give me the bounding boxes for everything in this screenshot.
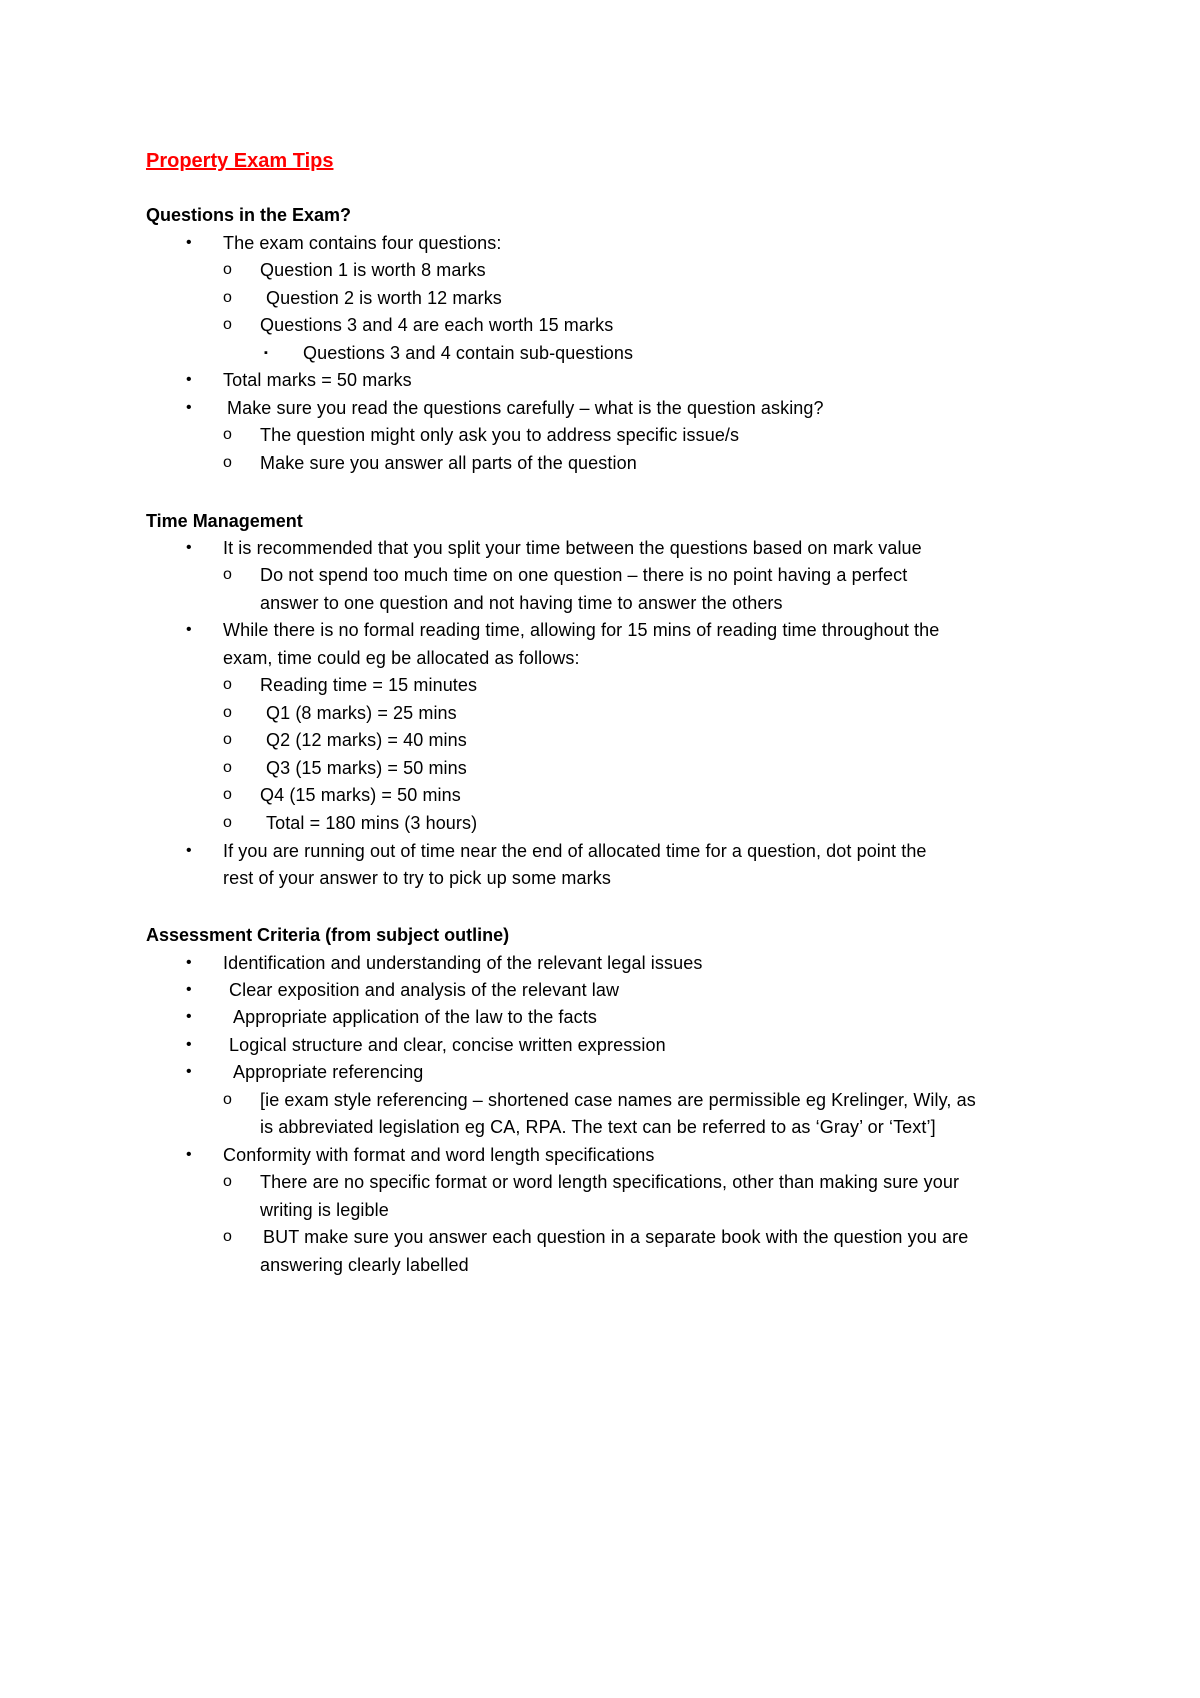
bullet-icon: • bbox=[186, 1008, 192, 1025]
list-item: It is recommended that you split your time between the questions based on mark value bbox=[223, 538, 922, 558]
list-item: Do not spend too much time on one question – there is no point having a perfect bbox=[260, 565, 908, 585]
list-item-continuation: answer to one question and not having time to answer the others bbox=[260, 593, 783, 613]
bullet-icon: • bbox=[186, 981, 192, 998]
bullet-icon: • bbox=[186, 1036, 192, 1053]
bullet-icon: • bbox=[186, 1063, 192, 1080]
bullet-icon: • bbox=[186, 234, 192, 251]
list-item: Questions 3 and 4 contain sub-questions bbox=[303, 343, 634, 363]
section-heading-assessment-criteria: Assessment Criteria (from subject outline) bbox=[146, 925, 510, 945]
list-item: Logical structure and clear, concise written expression bbox=[229, 1035, 666, 1055]
list-item: Make sure you answer all parts of the question bbox=[260, 453, 637, 473]
section-heading-questions: Questions in the Exam? bbox=[146, 205, 352, 225]
list-item: Q1 (8 marks) = 25 mins bbox=[266, 703, 457, 723]
circle-bullet-icon: o bbox=[223, 731, 232, 748]
list-item: Q3 (15 marks) = 50 mins bbox=[266, 758, 467, 778]
list-item: Clear exposition and analysis of the relevant law bbox=[229, 980, 620, 1000]
circle-bullet-icon: o bbox=[223, 261, 232, 278]
circle-bullet-icon: o bbox=[223, 814, 232, 831]
list-item: Total = 180 mins (3 hours) bbox=[266, 813, 478, 833]
list-item: [ie exam style referencing – shortened case names are permissible eg Krelinger, Wily, as bbox=[260, 1090, 976, 1110]
list-item: If you are running out of time near the end of allocated time for a question, dot point the bbox=[223, 841, 927, 861]
circle-bullet-icon: o bbox=[223, 1228, 232, 1245]
circle-bullet-icon: o bbox=[223, 316, 232, 333]
bullet-icon: • bbox=[186, 399, 192, 416]
circle-bullet-icon: o bbox=[223, 759, 232, 776]
list-item: Make sure you read the questions carefully – what is the question asking? bbox=[227, 398, 824, 418]
circle-bullet-icon: o bbox=[223, 1173, 232, 1190]
circle-bullet-icon: o bbox=[223, 676, 232, 693]
circle-bullet-icon: o bbox=[223, 566, 232, 583]
list-item: Conformity with format and word length specifications bbox=[223, 1145, 655, 1165]
bullet-icon: • bbox=[186, 621, 192, 638]
list-item: Q2 (12 marks) = 40 mins bbox=[266, 730, 467, 750]
document-title: Property Exam Tips bbox=[146, 150, 334, 172]
list-item: Total marks = 50 marks bbox=[223, 370, 412, 390]
list-item: Q4 (15 marks) = 50 mins bbox=[260, 785, 461, 805]
list-item: Appropriate referencing bbox=[233, 1062, 424, 1082]
list-item: The exam contains four questions: bbox=[223, 233, 502, 253]
bullet-icon: • bbox=[186, 371, 192, 388]
bullet-icon: • bbox=[186, 954, 192, 971]
square-bullet-icon: ▪ bbox=[264, 347, 268, 359]
list-item: Question 2 is worth 12 marks bbox=[266, 288, 502, 308]
circle-bullet-icon: o bbox=[223, 454, 232, 471]
list-item-continuation: writing is legible bbox=[260, 1200, 389, 1220]
bullet-icon: • bbox=[186, 539, 192, 556]
list-item: There are no specific format or word length specifications, other than making sure your bbox=[260, 1172, 960, 1192]
section-heading-time-management: Time Management bbox=[146, 511, 303, 531]
bullet-icon: • bbox=[186, 1146, 192, 1163]
list-item: Question 1 is worth 8 marks bbox=[260, 260, 486, 280]
list-item-continuation: answering clearly labelled bbox=[260, 1255, 469, 1275]
list-item-continuation: rest of your answer to try to pick up some marks bbox=[223, 868, 611, 888]
circle-bullet-icon: o bbox=[223, 289, 232, 306]
list-item: While there is no formal reading time, allowing for 15 mins of reading time throughout the bbox=[223, 620, 940, 640]
list-item: Reading time = 15 minutes bbox=[260, 675, 478, 695]
circle-bullet-icon: o bbox=[223, 1091, 232, 1108]
list-item: Questions 3 and 4 are each worth 15 marks bbox=[260, 315, 614, 335]
list-item-continuation: exam, time could eg be allocated as follows: bbox=[223, 648, 580, 668]
circle-bullet-icon: o bbox=[223, 426, 232, 443]
bullet-icon: • bbox=[186, 842, 192, 859]
list-item: Appropriate application of the law to the facts bbox=[233, 1007, 597, 1027]
circle-bullet-icon: o bbox=[223, 786, 232, 803]
list-item-continuation: is abbreviated legislation eg CA, RPA. The text can be referred to as ‘Gray’ or ‘Text’] bbox=[260, 1117, 936, 1137]
list-item: Identification and understanding of the relevant legal issues bbox=[223, 953, 703, 973]
list-item: BUT make sure you answer each question in a separate book with the question you are bbox=[263, 1227, 969, 1247]
list-item: The question might only ask you to address specific issue/s bbox=[260, 425, 740, 445]
circle-bullet-icon: o bbox=[223, 704, 232, 721]
